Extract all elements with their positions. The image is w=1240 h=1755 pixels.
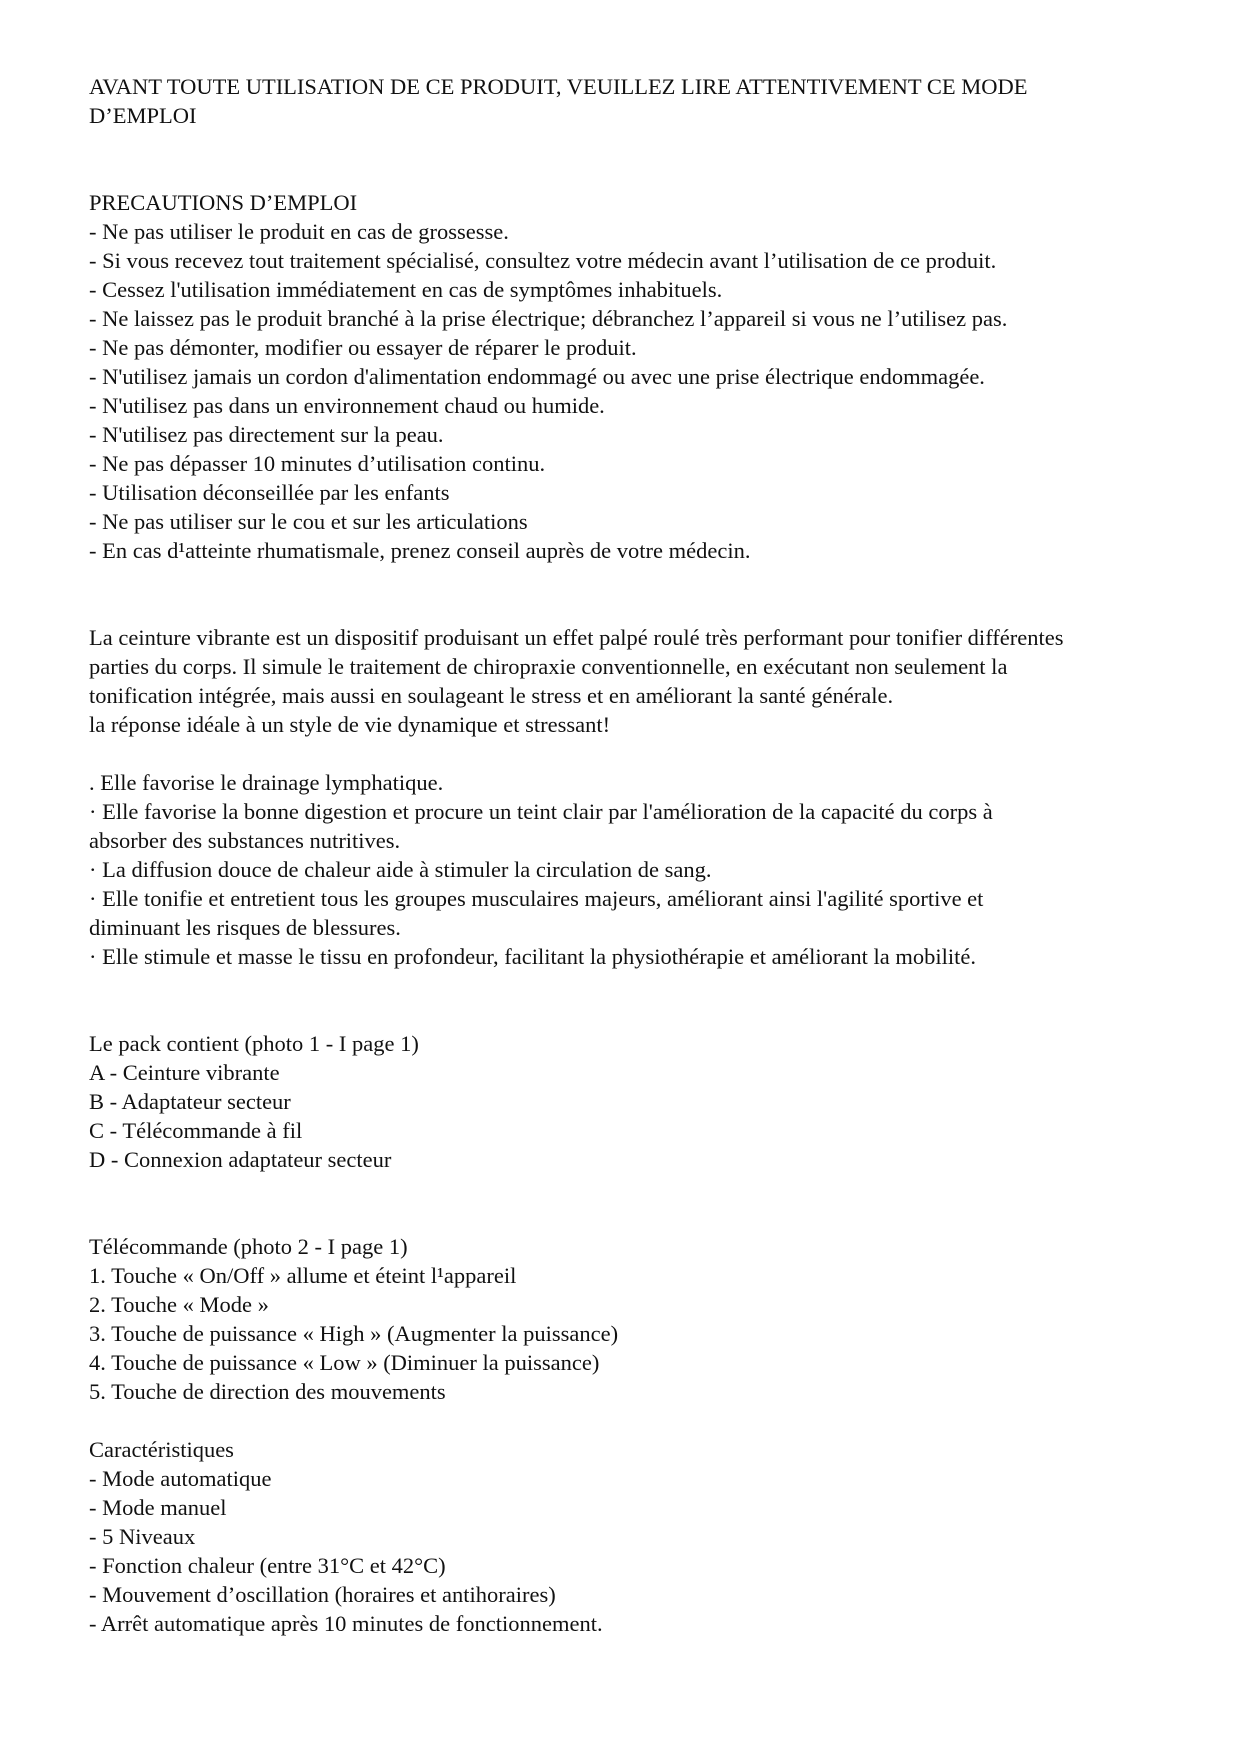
list-item: - 5 Niveaux (89, 1524, 196, 1549)
list-item: - N'utilisez jamais un cordon d'alimentation endommagé ou avec une prise électrique endommagée. (89, 364, 985, 389)
header-line: AVANT TOUTE UTILISATION DE CE PRODUIT, VEUILLEZ LIRE ATTENTIVEMENT CE MODE (89, 74, 1028, 99)
list-item: 1. Touche « On/Off » allume et éteint l¹appareil (89, 1263, 517, 1288)
list-item: - Cessez l'utilisation immédiatement en cas de symptômes inhabituels. (89, 277, 723, 302)
section-title: Le pack contient (photo 1 - I page 1) (89, 1031, 419, 1056)
benefit-line: · Elle stimule et masse le tissu en profondeur, facilitant la physiothérapie et améliorant la mobilité. (89, 944, 976, 969)
benefit-line: · Elle favorise la bonne digestion et procure un teint clair par l'amélioration de la capacité du corps à (89, 799, 993, 824)
document-page (89, 72, 1184, 1638)
precautions-section (89, 188, 1184, 565)
list-item: - Ne pas utiliser le produit en cas de grossesse. (89, 219, 509, 244)
spacer (89, 971, 1184, 1029)
list-item: - Utilisation déconseillée par les enfants (89, 480, 450, 505)
features-section (89, 1435, 1184, 1638)
list-item: - Ne pas dépasser 10 minutes d’utilisation continu. (89, 451, 546, 476)
spacer (89, 565, 1184, 623)
paragraph-line: La ceinture vibrante est un dispositif produisant un effet palpé roulé très performant pour tonifier différentes (89, 625, 1064, 650)
pack-section (89, 1029, 1184, 1174)
spacer (89, 1174, 1184, 1232)
header-notice (89, 72, 1184, 130)
list-item: D - Connexion adaptateur secteur (89, 1147, 392, 1172)
benefit-line: diminuant les risques de blessures. (89, 915, 401, 940)
section-title: Télécommande (photo 2 - I page 1) (89, 1234, 408, 1259)
list-item: - Ne pas utiliser sur le cou et sur les articulations (89, 509, 528, 534)
list-item: - Mode manuel (89, 1495, 227, 1520)
paragraph-line: parties du corps. Il simule le traitement de chiropraxie conventionnelle, en exécutant non seulement la (89, 654, 1008, 679)
intro-paragraph (89, 623, 1184, 739)
list-item: 4. Touche de puissance « Low » (Diminuer la puissance) (89, 1350, 600, 1375)
list-item: - Fonction chaleur (entre 31°C et 42°C) (89, 1553, 446, 1578)
paragraph-line: la réponse idéale à un style de vie dynamique et stressant! (89, 712, 611, 737)
list-item: 3. Touche de puissance « High » (Augmenter la puissance) (89, 1321, 619, 1346)
list-item: B - Adaptateur secteur (89, 1089, 291, 1114)
list-item: A - Ceinture vibrante (89, 1060, 280, 1085)
benefit-line: . Elle favorise le drainage lymphatique. (89, 770, 444, 795)
header-line: D’EMPLOI (89, 103, 197, 128)
spacer (89, 1406, 1184, 1435)
benefit-line: absorber des substances nutritives. (89, 828, 401, 853)
section-title: Caractéristiques (89, 1437, 234, 1462)
benefits-section (89, 768, 1184, 971)
spacer (89, 739, 1184, 768)
section-title: PRECAUTIONS D’EMPLOI (89, 190, 358, 215)
list-item: 2. Touche « Mode » (89, 1292, 269, 1317)
list-item: - Ne laissez pas le produit branché à la prise électrique; débranchez l’appareil si vous ne l’utilisez pas. (89, 306, 1008, 331)
spacer (89, 130, 1184, 188)
paragraph-line: tonification intégrée, mais aussi en soulageant le stress et en améliorant la santé générale. (89, 683, 894, 708)
remote-section (89, 1232, 1184, 1406)
benefit-line: · La diffusion douce de chaleur aide à stimuler la circulation de sang. (89, 857, 712, 882)
list-item: - Ne pas démonter, modifier ou essayer de réparer le produit. (89, 335, 637, 360)
list-item: 5. Touche de direction des mouvements (89, 1379, 446, 1404)
list-item: C - Télécommande à fil (89, 1118, 303, 1143)
benefit-line: · Elle tonifie et entretient tous les groupes musculaires majeurs, améliorant ainsi l'agilité sportive et (89, 886, 984, 911)
list-item: - N'utilisez pas dans un environnement chaud ou humide. (89, 393, 605, 418)
list-item: - Si vous recevez tout traitement spécialisé, consultez votre médecin avant l’utilisation de ce produit. (89, 248, 997, 273)
list-item: - N'utilisez pas directement sur la peau. (89, 422, 444, 447)
list-item: - Arrêt automatique après 10 minutes de fonctionnement. (89, 1611, 603, 1636)
list-item: - Mouvement d’oscillation (horaires et antihoraires) (89, 1582, 556, 1607)
list-item: - En cas d¹atteinte rhumatismale, prenez conseil auprès de votre médecin. (89, 538, 751, 563)
list-item: - Mode automatique (89, 1466, 272, 1491)
